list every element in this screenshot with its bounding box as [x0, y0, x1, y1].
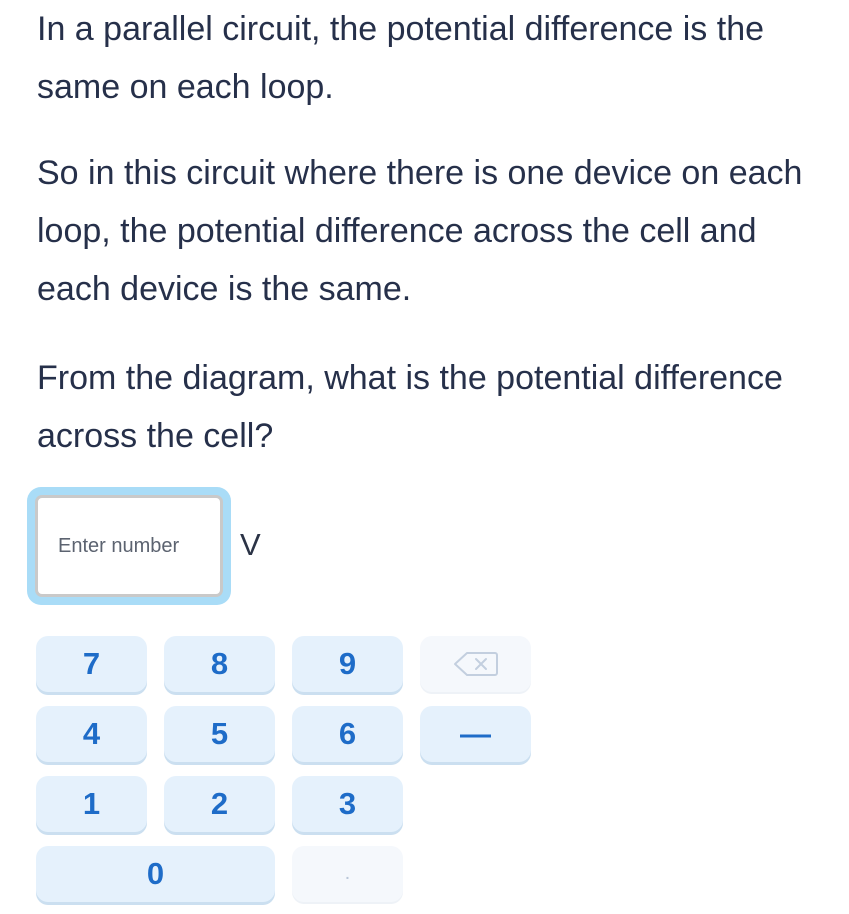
- key-7[interactable]: 7: [36, 636, 147, 692]
- unit-label: V: [240, 527, 261, 562]
- minus-key[interactable]: —: [420, 706, 531, 762]
- backspace-button[interactable]: [420, 636, 531, 692]
- question-paragraph-1: In a parallel circuit, the potential difference is the same on each loop.: [37, 10, 765, 106]
- key-3[interactable]: 3: [292, 776, 403, 832]
- key-2[interactable]: 2: [164, 776, 275, 832]
- answer-input[interactable]: [35, 495, 223, 597]
- key-4[interactable]: 4: [36, 706, 147, 762]
- key-1[interactable]: 1: [36, 776, 147, 832]
- question-paragraph-3: From the diagram, what is the potential difference across the cell?: [37, 359, 783, 455]
- question-paragraph-2: So in this circuit where there is one device on each loop, the potential difference across the cell and each device is the same.: [37, 154, 803, 308]
- key-8[interactable]: 8: [164, 636, 275, 692]
- backspace-icon: [453, 651, 499, 677]
- answer-input-focus-ring: [27, 487, 231, 605]
- key-6[interactable]: 6: [292, 706, 403, 762]
- decimal-point-label: .: [345, 866, 350, 882]
- key-9[interactable]: 9: [292, 636, 403, 692]
- key-5[interactable]: 5: [164, 706, 275, 762]
- decimal-point-key[interactable]: [292, 846, 403, 902]
- key-0[interactable]: 0: [36, 846, 275, 902]
